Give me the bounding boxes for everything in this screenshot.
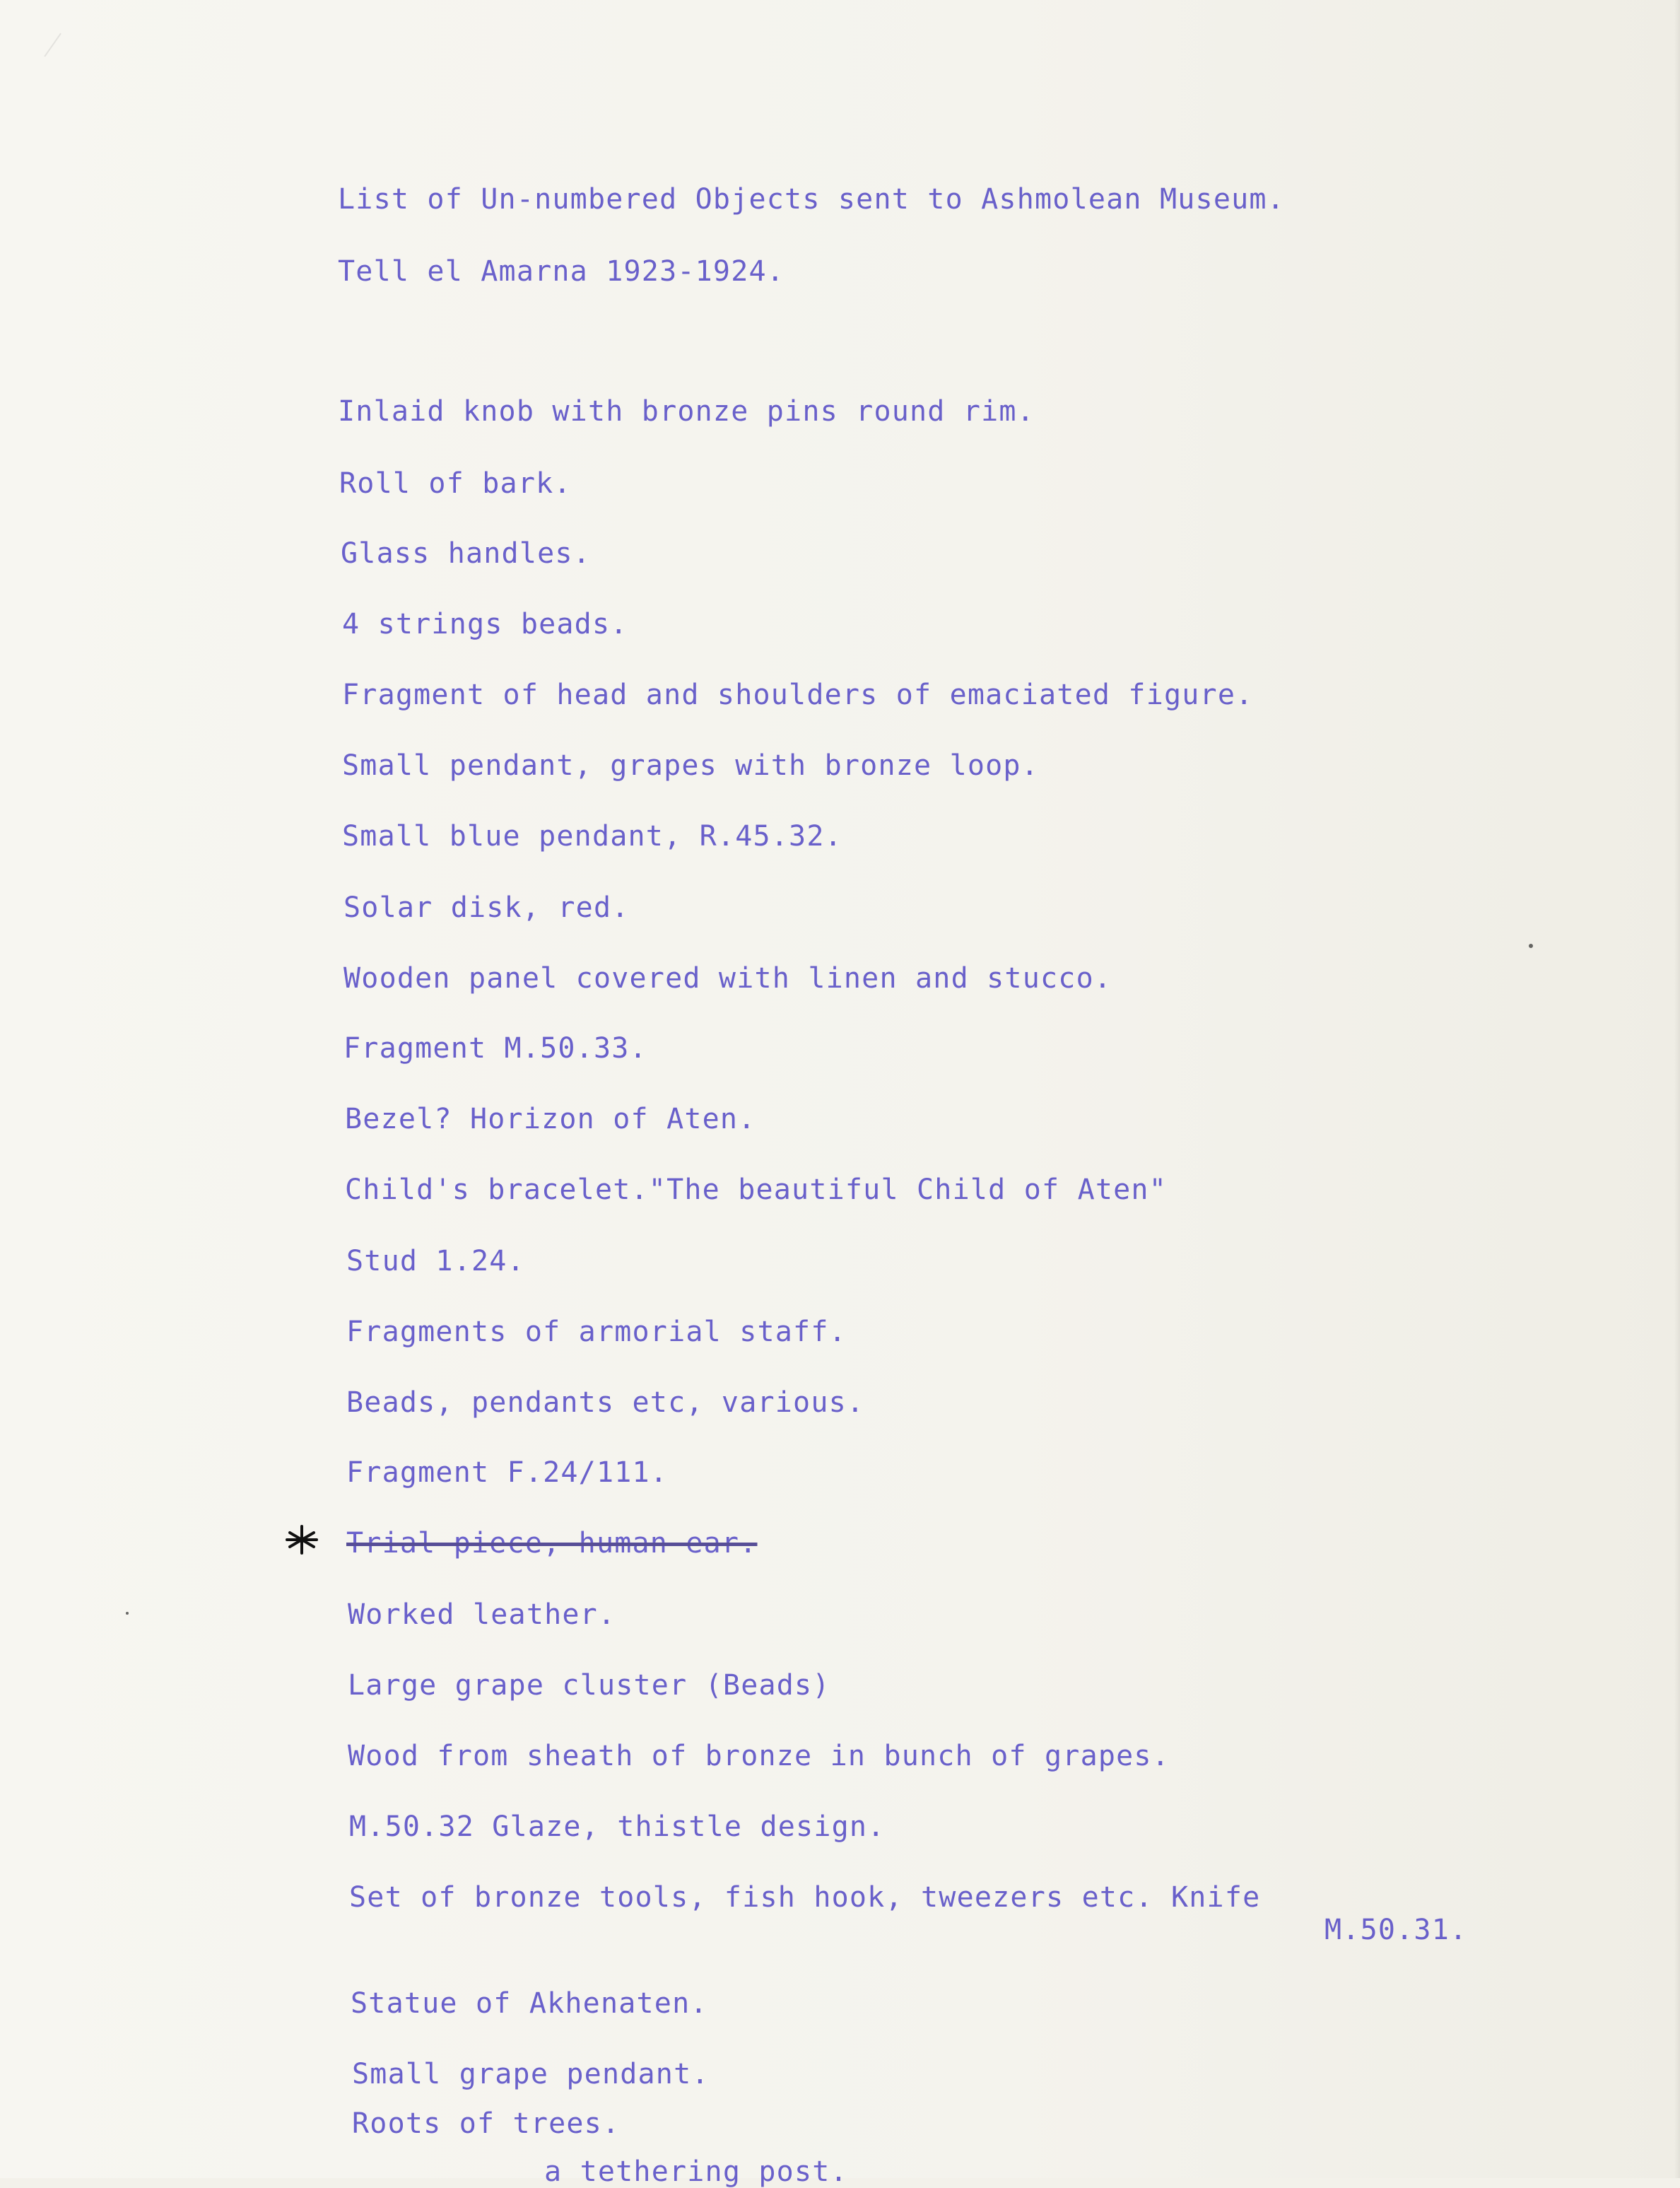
- list-item: Wood from sheath of bronze in bunch of grapes.: [348, 1740, 1170, 1772]
- list-item: Beads, pendants etc, various.: [346, 1386, 865, 1419]
- list-item: Small grape pendant.: [352, 2058, 710, 2090]
- list-item: Worked leather.: [348, 1598, 616, 1631]
- list-item: Glass handles.: [341, 537, 591, 570]
- list-item: Inlaid knob with bronze pins round rim.: [338, 395, 1035, 428]
- list-item: Stud 1.24.: [346, 1245, 525, 1277]
- list-item: Fragment of head and shoulders of emaciated figure.: [342, 679, 1254, 711]
- list-item: Roots of trees.: [352, 2107, 621, 2140]
- list-item-struck: Trial piece, human ear.: [346, 1527, 758, 1560]
- list-item: Fragments of armorial staff.: [346, 1316, 847, 1348]
- list-item: Wooden panel covered with linen and stucco.: [343, 962, 1112, 995]
- list-item: Fragment M.50.33.: [343, 1032, 647, 1065]
- list-item-continuation: M.50.31.: [1324, 1914, 1468, 1946]
- list-item: M.50.32 Glaze, thistle design.: [349, 1810, 886, 1843]
- list-item: Statue of Akhenaten.: [351, 1987, 708, 2020]
- list-item: Set of bronze tools, fish hook, tweezers etc. Knife: [349, 1881, 1261, 1914]
- list-item-cut-off: a tethering post.: [544, 2155, 848, 2188]
- list-item: Large grape cluster (Beads): [348, 1669, 830, 1702]
- list-item: Child's bracelet."The beautiful Child of Aten": [345, 1174, 1167, 1206]
- document-subtitle: Tell el Amarna 1923-1924.: [338, 255, 785, 288]
- page-edge-shadow: [1674, 0, 1680, 2178]
- paper-crease: [44, 33, 84, 74]
- list-item: Roll of bark.: [339, 467, 572, 500]
- document-title: List of Un-numbered Objects sent to Ashmolean Museum.: [338, 183, 1285, 216]
- ink-speck: [126, 1612, 129, 1615]
- list-item: Small pendant, grapes with bronze loop.: [342, 749, 1039, 782]
- list-item: Fragment F.24/111.: [346, 1456, 669, 1489]
- list-item: Small blue pendant, R.45.32.: [342, 820, 842, 853]
- list-item: 4 strings beads.: [342, 608, 628, 640]
- asterisk-mark-icon: [286, 1523, 318, 1556]
- list-item: Bezel? Horizon of Aten.: [345, 1103, 756, 1135]
- ink-speck: [1529, 944, 1533, 948]
- list-item: Solar disk, red.: [343, 891, 630, 924]
